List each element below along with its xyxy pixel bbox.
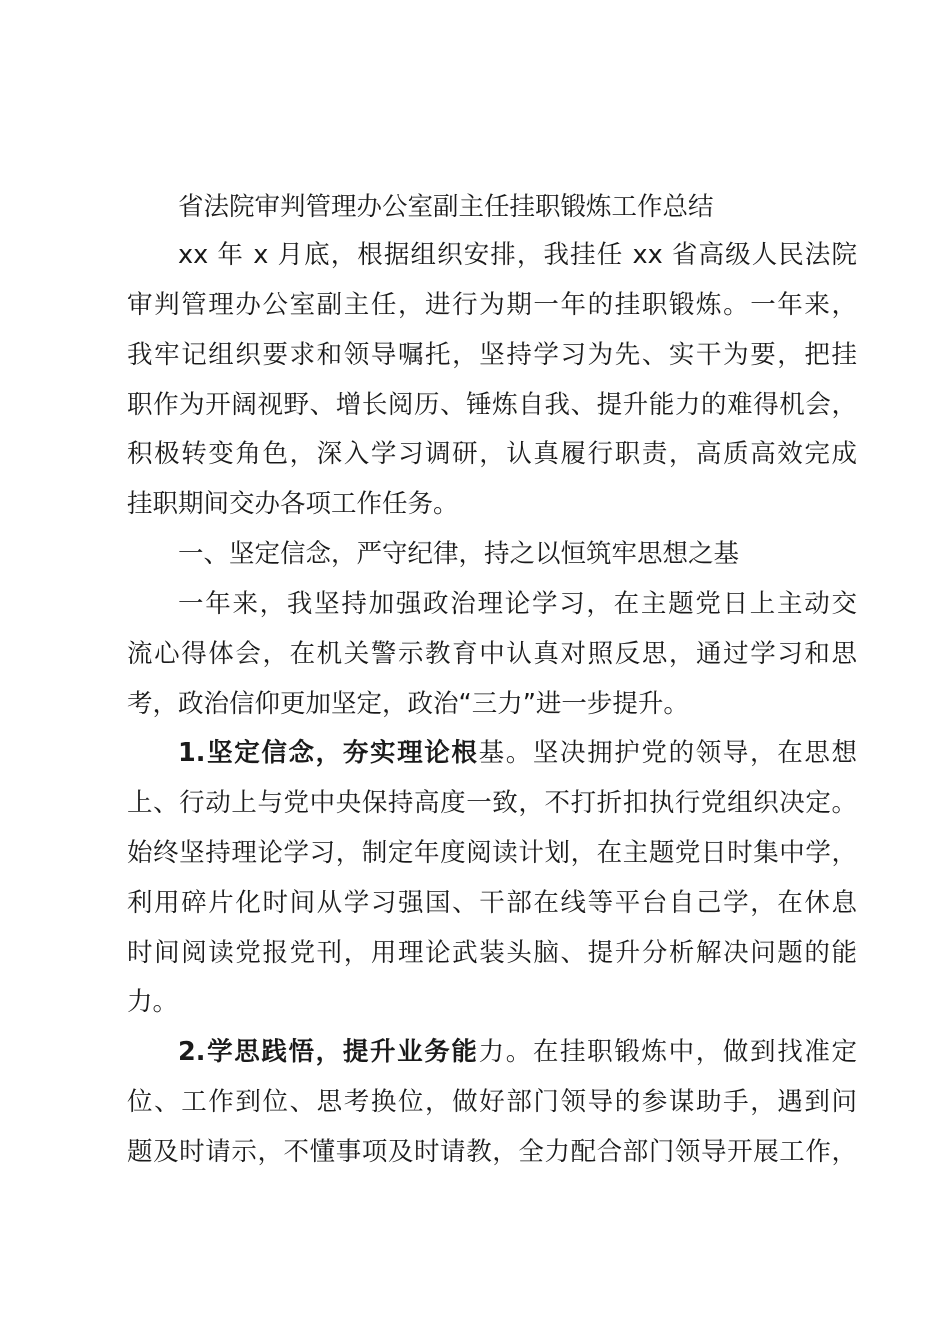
section-heading: 一、坚定信念，严守纪律，持之以恒筑牢思想之基 <box>178 539 740 569</box>
intro-line: 职作为开阔视野、增长阅历、锤炼自我、提升能力的难得机会， <box>127 390 857 420</box>
document-title: 省法院审判管理办公室副主任挂职锻炼工作总结 <box>178 192 714 222</box>
item1-bold-lead: 1.坚定信念，夯实理论根 <box>178 738 479 768</box>
item2-line: 位、工作到位、思考换位，做好部门领导的参谋助手，遇到问 <box>127 1087 857 1117</box>
intro-line: xx 年 x 月底，根据组织安排，我挂任 xx 省高级人民法院 <box>178 240 857 270</box>
item1-line: 利用碎片化时间从学习强国、干部在线等平台自己学，在休息 <box>127 888 857 918</box>
intro-line: 积极转变角色，深入学习调研，认真履行职责，高质高效完成 <box>127 439 857 469</box>
item2-first-line <box>178 1034 857 1070</box>
item1-line: 力。 <box>127 987 179 1017</box>
intro-line: 我牢记组织要求和领导嘱托，坚持学习为先、实干为要，把挂 <box>127 340 857 370</box>
intro-line: 挂职期间交办各项工作任务。 <box>127 489 459 519</box>
section1-line: 考，政治信仰更加坚定，政治“三力”进一步提升。 <box>127 689 689 719</box>
section1-line: 一年来，我坚持加强政治理论学习，在主题党日上主动交 <box>178 589 857 619</box>
item1-first-line <box>178 735 857 771</box>
item2-line: 题及时请示，不懂事项及时请教，全力配合部门领导开展工作， <box>127 1137 857 1167</box>
item2-bold-lead: 2.学思践悟，提升业务能 <box>178 1037 479 1067</box>
section1-line: 流心得体会，在机关警示教育中认真对照反思，通过学习和思 <box>127 639 857 669</box>
item2-first-text: 力。在挂职锻炼中，做到找准定 <box>478 1037 857 1067</box>
intro-line: 审判管理办公室副主任，进行为期一年的挂职锻炼。一年来， <box>127 290 857 320</box>
item1-first-text: 基。坚决拥护党的领导，在思想 <box>478 738 857 768</box>
item1-line: 始终坚持理论学习，制定年度阅读计划，在主题党日时集中学， <box>127 838 857 868</box>
item1-line: 上、行动上与党中央保持高度一致，不打折扣执行党组织决定。 <box>127 788 857 818</box>
item1-line: 时间阅读党报党刊，用理论武装头脑、提升分析解决问题的能 <box>127 938 857 968</box>
